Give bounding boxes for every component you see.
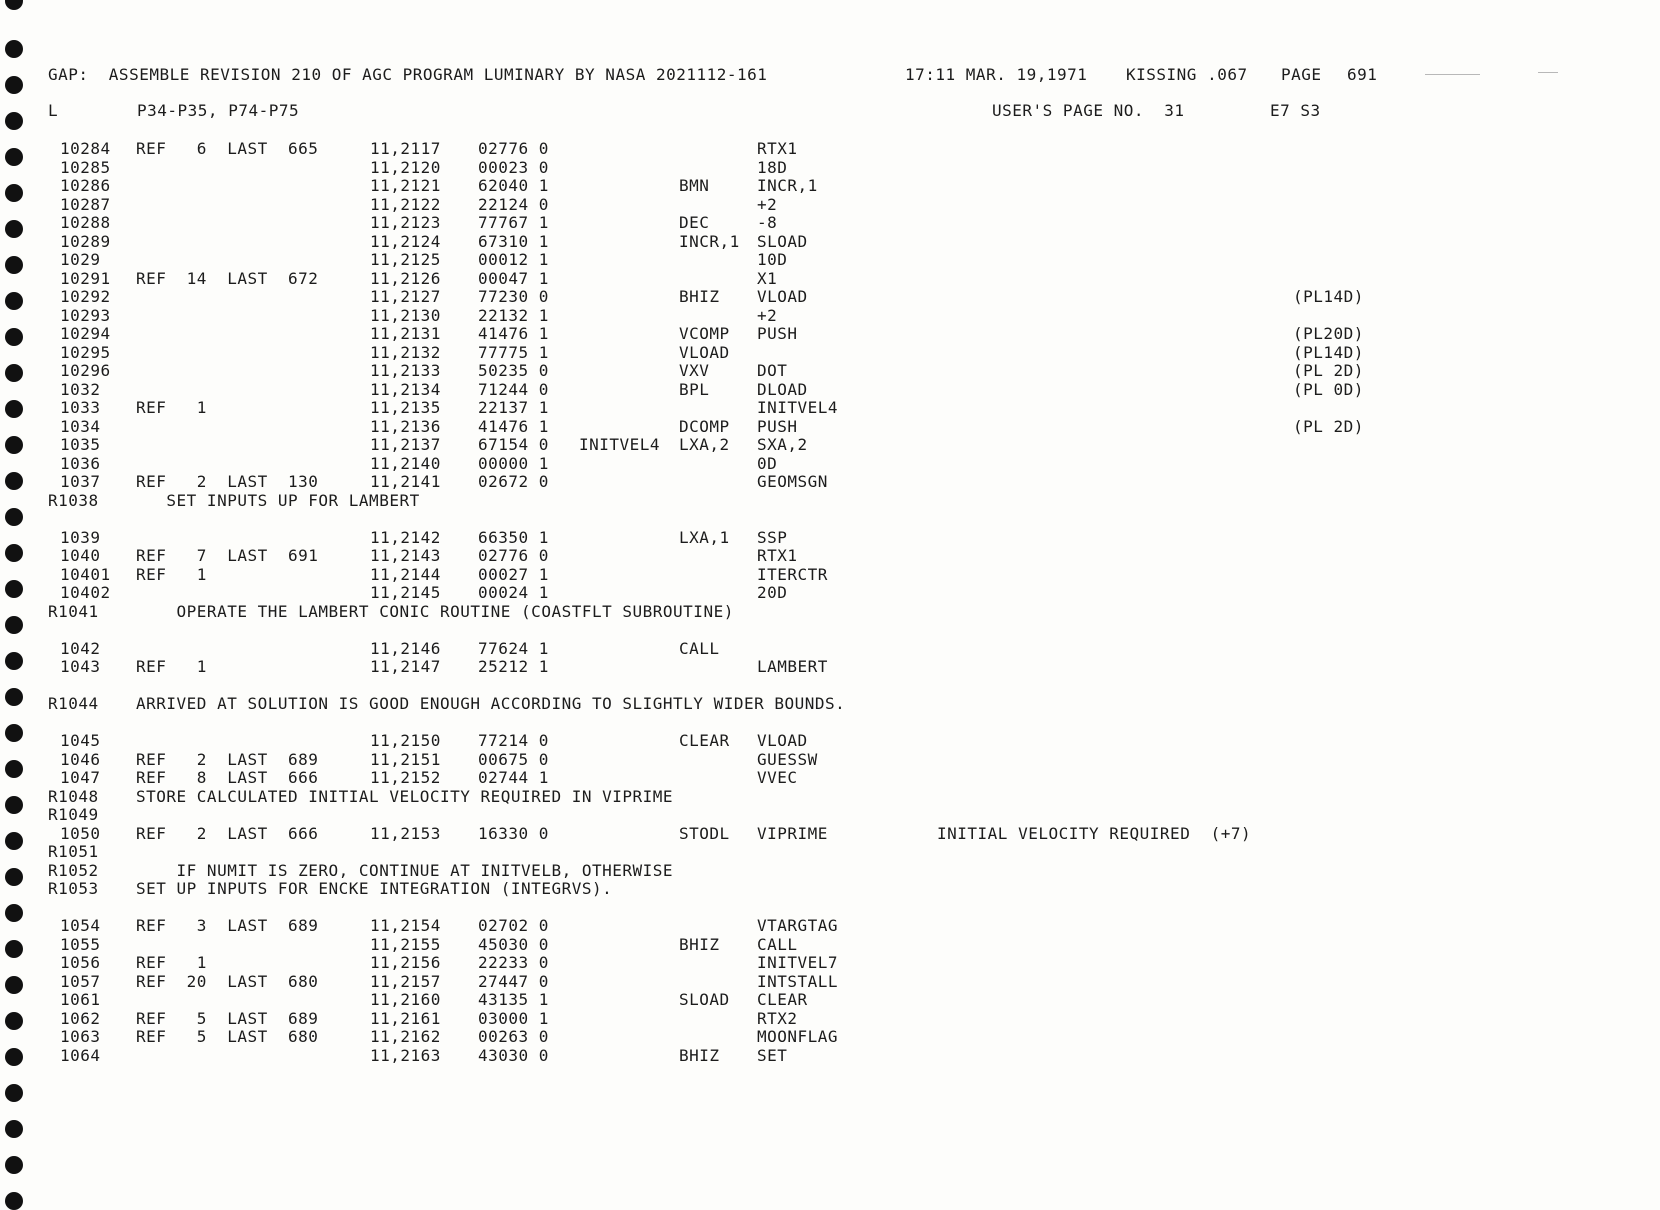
page-subheader [0, 101, 1321, 120]
opcode: CALL [679, 638, 720, 658]
scan-mark [1425, 74, 1480, 75]
address: 11,2136 [370, 416, 441, 436]
address: 11,2123 [370, 213, 441, 232]
punch-hole [5, 1012, 23, 1030]
punch-hole [5, 40, 23, 58]
remark-seq: R1052 [48, 860, 99, 880]
ref-column: REF 5 LAST 680 [136, 1027, 319, 1046]
ref-column: REF 2 LAST 689 [136, 749, 319, 769]
operand: VLOAD [757, 287, 808, 306]
operand: +2 [757, 305, 778, 325]
punch-hole [5, 220, 23, 238]
opcode: INCR,1 [679, 231, 740, 251]
octal-word: 00047 1 [478, 268, 549, 288]
seq-number: 10288 [60, 213, 111, 232]
seq-number: 10401 [60, 564, 111, 584]
octal-word: 00012 1 [478, 250, 549, 269]
operand: GEOMSGN [757, 472, 828, 491]
address: 11,2152 [370, 768, 441, 787]
operand: RTX1 [757, 546, 798, 565]
remark-seq: R1044 [48, 694, 99, 713]
opcode: VCOMP [679, 324, 730, 343]
punch-hole [5, 1156, 23, 1174]
operand: X1 [757, 268, 778, 288]
opcode: BPL [679, 379, 710, 399]
subheader-section: P34-P35, P74-P75 [137, 101, 300, 120]
octal-word: 02776 0 [478, 139, 549, 158]
octal-word: 43135 1 [478, 990, 549, 1009]
ref-column: REF 3 LAST 689 [136, 916, 319, 935]
seq-number: 10287 [60, 194, 111, 214]
punch-hole [5, 364, 23, 382]
seq-number: 10292 [60, 287, 111, 306]
operand: INTSTALL [757, 971, 839, 991]
remark-text: STORE CALCULATED INITIAL VELOCITY REQUIRED IN VIPRIME [136, 786, 674, 806]
remark-seq: R1038 [48, 490, 99, 510]
opcode: LXA,1 [679, 527, 730, 547]
punch-hole [5, 0, 23, 10]
seq-number: 1063 [60, 1027, 101, 1046]
address: 11,2147 [370, 657, 441, 676]
header-page-label: PAGE [1281, 65, 1322, 84]
seq-number: 1033 [60, 398, 101, 417]
seq-number: 1045 [60, 731, 101, 750]
seq-number: 1062 [60, 1008, 101, 1028]
comment: (PL 0D) [1293, 379, 1364, 399]
address: 11,2163 [370, 1045, 441, 1065]
octal-word: 41476 1 [478, 324, 549, 343]
operand: SXA,2 [757, 435, 808, 454]
operand: VLOAD [757, 731, 808, 750]
octal-word: 02744 1 [478, 768, 549, 787]
seq-number: 1034 [60, 416, 101, 436]
octal-word: 22137 1 [478, 398, 549, 417]
seq-number: 1032 [60, 379, 101, 399]
comment: (PL 2D) [1293, 416, 1364, 436]
ref-column: REF 7 LAST 691 [136, 546, 319, 565]
operand: LAMBERT [757, 657, 828, 676]
operand: GUESSW [757, 749, 818, 769]
seq-number: 1036 [60, 453, 101, 473]
operand: INITVEL4 [757, 398, 839, 417]
seq-number: 10294 [60, 324, 111, 343]
octal-word: 71244 0 [478, 379, 549, 399]
operand: 18D [757, 157, 788, 177]
ref-column: REF 1 [136, 953, 207, 972]
operand: RTX1 [757, 139, 798, 158]
seq-number: 1047 [60, 768, 101, 787]
octal-word: 77214 0 [478, 731, 549, 750]
operand: 0D [757, 453, 778, 473]
octal-word: 67310 1 [478, 231, 549, 251]
address: 11,2127 [370, 287, 441, 306]
punch-hole [5, 1048, 23, 1066]
octal-word: 67154 0 [478, 435, 549, 454]
opcode: BMN [679, 176, 710, 195]
opcode: DEC [679, 213, 710, 232]
header-title: GAP: ASSEMBLE REVISION 210 OF AGC PROGRAM LUMINARY BY NASA 2021112-161 [48, 65, 768, 84]
comment: (PL14D) [1293, 342, 1364, 362]
punch-hole [5, 652, 23, 670]
punch-hole [5, 724, 23, 742]
punch-hole [5, 868, 23, 886]
header-timestamp: 17:11 MAR. 19,1971 [905, 65, 1088, 84]
ref-column: REF 2 LAST 130 [136, 472, 319, 491]
operand: CLEAR [757, 990, 808, 1009]
operand: SLOAD [757, 231, 808, 251]
octal-word: 22124 0 [478, 194, 549, 214]
octal-word: 66350 1 [478, 527, 549, 547]
seq-number: 1054 [60, 916, 101, 935]
ref-column: REF 20 LAST 680 [136, 971, 319, 991]
operand: VTARGTAG [757, 916, 839, 935]
ref-column: REF 5 LAST 689 [136, 1008, 319, 1028]
address: 11,2146 [370, 638, 441, 658]
seq-number: 1043 [60, 657, 101, 676]
address: 11,2145 [370, 583, 441, 602]
address: 11,2142 [370, 527, 441, 547]
address: 11,2154 [370, 916, 441, 935]
seq-number: 10284 [60, 139, 111, 158]
octal-word: 50235 0 [478, 361, 549, 380]
punch-hole [5, 832, 23, 850]
punch-hole [5, 976, 23, 994]
address: 11,2140 [370, 453, 441, 473]
operand: 20D [757, 583, 788, 602]
address: 11,2132 [370, 342, 441, 362]
subheader-rev: E7 S3 [1270, 101, 1321, 120]
opcode: BHIZ [679, 287, 720, 306]
opcode: STODL [679, 823, 730, 843]
remark-text: SET INPUTS UP FOR LAMBERT [136, 490, 420, 510]
seq-number: 1029 [60, 250, 101, 269]
remark-text: OPERATE THE LAMBERT CONIC ROUTINE (COASTFLT SUBROUTINE) [136, 601, 734, 621]
punch-hole [5, 436, 23, 454]
operand: MOONFLAG [757, 1027, 839, 1046]
octal-word: 00027 1 [478, 564, 549, 584]
seq-number: 1064 [60, 1045, 101, 1065]
ref-column: REF 1 [136, 398, 207, 417]
header-kissing: KISSING .067 [1126, 65, 1248, 84]
seq-number: 1057 [60, 971, 101, 991]
octal-word: 77624 1 [478, 638, 549, 658]
address: 11,2141 [370, 472, 441, 491]
subheader-users-page: USER'S PAGE NO. 31 [992, 101, 1185, 120]
address: 11,2125 [370, 250, 441, 269]
octal-word: 22132 1 [478, 305, 549, 325]
octal-word: 03000 1 [478, 1008, 549, 1028]
punch-hole [5, 688, 23, 706]
octal-word: 62040 1 [478, 176, 549, 195]
operand: SSP [757, 527, 788, 547]
opcode: LXA,2 [679, 435, 730, 454]
seq-number: 1050 [60, 823, 101, 843]
seq-number: 1040 [60, 546, 101, 565]
punch-hole [5, 256, 23, 274]
seq-number: 10285 [60, 157, 111, 177]
operand: PUSH [757, 416, 798, 436]
punch-hole [5, 328, 23, 346]
punch-hole [5, 292, 23, 310]
punch-hole [5, 1192, 23, 1210]
octal-word: 00000 1 [478, 453, 549, 473]
punch-hole [5, 760, 23, 778]
punch-hole [5, 508, 23, 526]
octal-word: 45030 0 [478, 934, 549, 954]
remark-seq: R1048 [48, 786, 99, 806]
address: 11,2134 [370, 379, 441, 399]
address: 11,2120 [370, 157, 441, 177]
address: 11,2151 [370, 749, 441, 769]
operand: SET [757, 1045, 788, 1065]
opcode: VXV [679, 361, 710, 380]
seq-number: 1061 [60, 990, 101, 1009]
operand: INCR,1 [757, 176, 818, 195]
operand: DLOAD [757, 379, 808, 399]
octal-word: 02702 0 [478, 916, 549, 935]
operand: RTX2 [757, 1008, 798, 1028]
remark-text: SET UP INPUTS FOR ENCKE INTEGRATION (INTEGRVS). [136, 879, 613, 898]
comment: (PL20D) [1293, 324, 1364, 343]
remark-text: ARRIVED AT SOLUTION IS GOOD ENOUGH ACCORDING TO SLIGHTLY WIDER BOUNDS. [136, 694, 846, 713]
remark-seq: R1041 [48, 601, 99, 621]
octal-word: 00263 0 [478, 1027, 549, 1046]
comment: INITIAL VELOCITY REQUIRED (+7) [937, 823, 1252, 843]
remark-seq: R1051 [48, 842, 99, 861]
seq-number: 1042 [60, 638, 101, 658]
address: 11,2121 [370, 176, 441, 195]
ref-column: REF 2 LAST 666 [136, 823, 319, 843]
seq-number: 1056 [60, 953, 101, 972]
octal-word: 27447 0 [478, 971, 549, 991]
address: 11,2153 [370, 823, 441, 843]
address: 11,2162 [370, 1027, 441, 1046]
address: 11,2124 [370, 231, 441, 251]
ref-column: REF 1 [136, 564, 207, 584]
punch-hole [5, 472, 23, 490]
page-header [0, 65, 1378, 84]
ref-column: REF 6 LAST 665 [136, 139, 319, 158]
seq-number: 10289 [60, 231, 111, 251]
operand: CALL [757, 934, 798, 954]
seq-number: 10293 [60, 305, 111, 325]
octal-word: 02672 0 [478, 472, 549, 491]
subheader-flag: L [48, 101, 59, 120]
address: 11,2117 [370, 139, 441, 158]
operand: ITERCTR [757, 564, 828, 584]
seq-number: 10295 [60, 342, 111, 362]
address: 11,2156 [370, 953, 441, 972]
seq-number: 1046 [60, 749, 101, 769]
opcode: CLEAR [679, 731, 730, 750]
octal-word: 00024 1 [478, 583, 549, 602]
punch-hole [5, 580, 23, 598]
opcode: SLOAD [679, 990, 730, 1009]
remark-text: IF NUMIT IS ZERO, CONTINUE AT INITVELB, OTHERWISE [136, 860, 674, 880]
remark-seq: R1049 [48, 805, 99, 824]
octal-word: 22233 0 [478, 953, 549, 972]
seq-number: 10296 [60, 361, 111, 380]
address: 11,2135 [370, 398, 441, 417]
header-page-number: 691 [1347, 65, 1378, 84]
address: 11,2144 [370, 564, 441, 584]
octal-word: 02776 0 [478, 546, 549, 565]
seq-number: 1039 [60, 527, 101, 547]
ref-column: REF 1 [136, 657, 207, 676]
seq-number: 1037 [60, 472, 101, 491]
operand: DOT [757, 361, 788, 380]
comment: (PL14D) [1293, 287, 1364, 306]
seq-number: 10291 [60, 268, 111, 288]
punch-hole [5, 400, 23, 418]
opcode: VLOAD [679, 342, 730, 362]
address: 11,2122 [370, 194, 441, 214]
octal-word: 00675 0 [478, 749, 549, 769]
ref-column: REF 8 LAST 666 [136, 768, 319, 787]
opcode: DCOMP [679, 416, 730, 436]
seq-number: 1035 [60, 435, 101, 454]
address: 11,2157 [370, 971, 441, 991]
operand: INITVEL7 [757, 953, 839, 972]
operand: VIPRIME [757, 823, 828, 843]
seq-number: 10402 [60, 583, 111, 602]
address: 11,2161 [370, 1008, 441, 1028]
octal-word: 77230 0 [478, 287, 549, 306]
octal-word: 00023 0 [478, 157, 549, 177]
punch-hole [5, 1084, 23, 1102]
comment: (PL 2D) [1293, 361, 1364, 380]
punch-hole [5, 544, 23, 562]
punch-hole [5, 904, 23, 922]
address: 11,2155 [370, 934, 441, 954]
seq-number: 10286 [60, 176, 111, 195]
scan-mark [1538, 72, 1558, 73]
ref-column: REF 14 LAST 672 [136, 268, 319, 288]
address: 11,2133 [370, 361, 441, 380]
octal-word: 77767 1 [478, 213, 549, 232]
octal-word: 43030 0 [478, 1045, 549, 1065]
operand: VVEC [757, 768, 798, 787]
octal-word: 41476 1 [478, 416, 549, 436]
octal-word: 25212 1 [478, 657, 549, 676]
remark-seq: R1053 [48, 879, 99, 898]
address: 11,2131 [370, 324, 441, 343]
punch-hole [5, 1120, 23, 1138]
opcode: BHIZ [679, 1045, 720, 1065]
address: 11,2150 [370, 731, 441, 750]
address: 11,2137 [370, 435, 441, 454]
octal-word: 16330 0 [478, 823, 549, 843]
octal-word: 77775 1 [478, 342, 549, 362]
address: 11,2143 [370, 546, 441, 565]
operand: 10D [757, 250, 788, 269]
address: 11,2160 [370, 990, 441, 1009]
seq-number: 1055 [60, 934, 101, 954]
label: INITVEL4 [579, 435, 661, 454]
punch-hole [5, 940, 23, 958]
operand: -8 [757, 213, 778, 232]
punch-hole [5, 616, 23, 634]
opcode: BHIZ [679, 934, 720, 954]
address: 11,2126 [370, 268, 441, 288]
punch-hole [5, 796, 23, 814]
operand: +2 [757, 194, 778, 214]
address: 11,2130 [370, 305, 441, 325]
operand: PUSH [757, 324, 798, 343]
